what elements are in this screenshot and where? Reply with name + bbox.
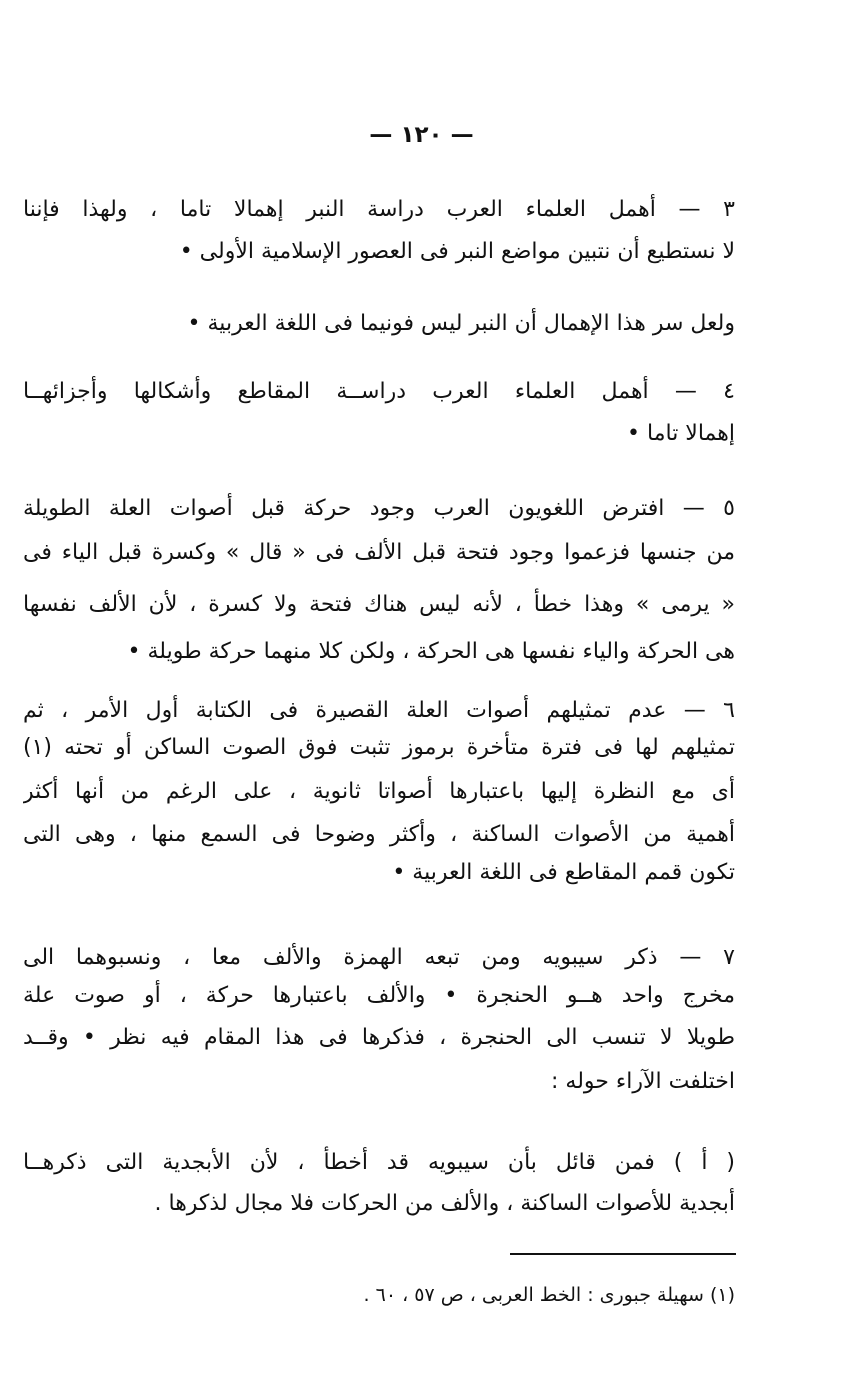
footnote: (١) سهيلة جبورى : الخط العربى ، ص ٥٧ ، ٦٠ . xyxy=(363,1284,735,1306)
paragraph-6-line-2: تمثيلهم لها فى فترة متأخرة برموز تثبت فوق الصوت الساكن أو تحته (١) xyxy=(23,735,735,760)
paragraph-6-line-4: أهمية من الأصوات الساكنة ، وأكثر وضوحا فى السمع منها ، وهى التى xyxy=(23,822,735,847)
page-number: — ١٢٠ — xyxy=(369,122,474,148)
paragraph-6-line-1: ٦ — عدم تمثيلهم أصوات العلة القصيرة فى الكتابة أول الأمر ، ثم xyxy=(23,698,735,723)
paragraph-3-line-1: ٣ — أهمل العلماء العرب دراسة النبر إهمالا تاما ، ولهذا فإننا xyxy=(23,197,735,222)
paragraph-5-line-2: من جنسها فزعموا وجود فتحة قبل الألف فى « قال » وكسرة قبل الياء فى xyxy=(23,540,735,565)
paragraph-7-line-4: اختلفت الآراء حوله : xyxy=(551,1069,735,1094)
paragraph-6-line-5: تكون قمم المقاطع فى اللغة العربية • xyxy=(392,860,735,885)
footnote-divider xyxy=(510,1253,736,1255)
paragraph-4-line-1: ٤ — أهمل العلماء العرب دراســة المقاطع وأشكالها وأجزائهــا xyxy=(23,379,735,404)
paragraph-5-line-4: هى الحركة والياء نفسها هى الحركة ، ولكن كلا منهما حركة طويلة • xyxy=(127,639,735,664)
paragraph-3-note: ولعل سر هذا الإهمال أن النبر ليس فونيما فى اللغة العربية • xyxy=(187,311,735,336)
paragraph-5-line-1: ٥ — افترض اللغويون العرب وجود حركة قبل أصوات العلة الطويلة xyxy=(23,496,735,521)
paragraph-a-line-2: أبجدية للأصوات الساكنة ، والألف من الحركات فلا مجال لذكرها . xyxy=(154,1191,735,1216)
paragraph-4-line-2: إهمالا تاما • xyxy=(627,421,735,446)
paragraph-7-line-3: طويلا لا تنسب الى الحنجرة ، فذكرها فى هذا المقام فيه نظر • وقــد xyxy=(23,1025,735,1050)
paragraph-3-line-2: لا نستطيع أن نتبين مواضع النبر فى العصور الإسلامية الأولى • xyxy=(179,239,735,264)
paragraph-6-line-3: أى مع النظرة إليها باعتبارها أصواتا ثانوية ، على الرغم من أنها أكثر xyxy=(23,779,735,804)
paragraph-7-line-2: مخرج واحد هــو الحنجرة • والألف باعتبارها حركة ، أو صوت علة xyxy=(23,983,735,1008)
paragraph-5-line-3: « يرمى » وهذا خطأ ، لأنه ليس هناك فتحة ولا كسرة ، لأن الألف نفسها xyxy=(23,592,735,617)
paragraph-a-line-1: ( أ ) فمن قائل بأن سيبويه قد أخطأ ، لأن الأبجدية التى ذكرهــا xyxy=(23,1150,735,1175)
paragraph-7-line-1: ٧ — ذكر سيبويه ومن تبعه الهمزة والألف معا ، ونسبوهما الى xyxy=(23,945,735,970)
